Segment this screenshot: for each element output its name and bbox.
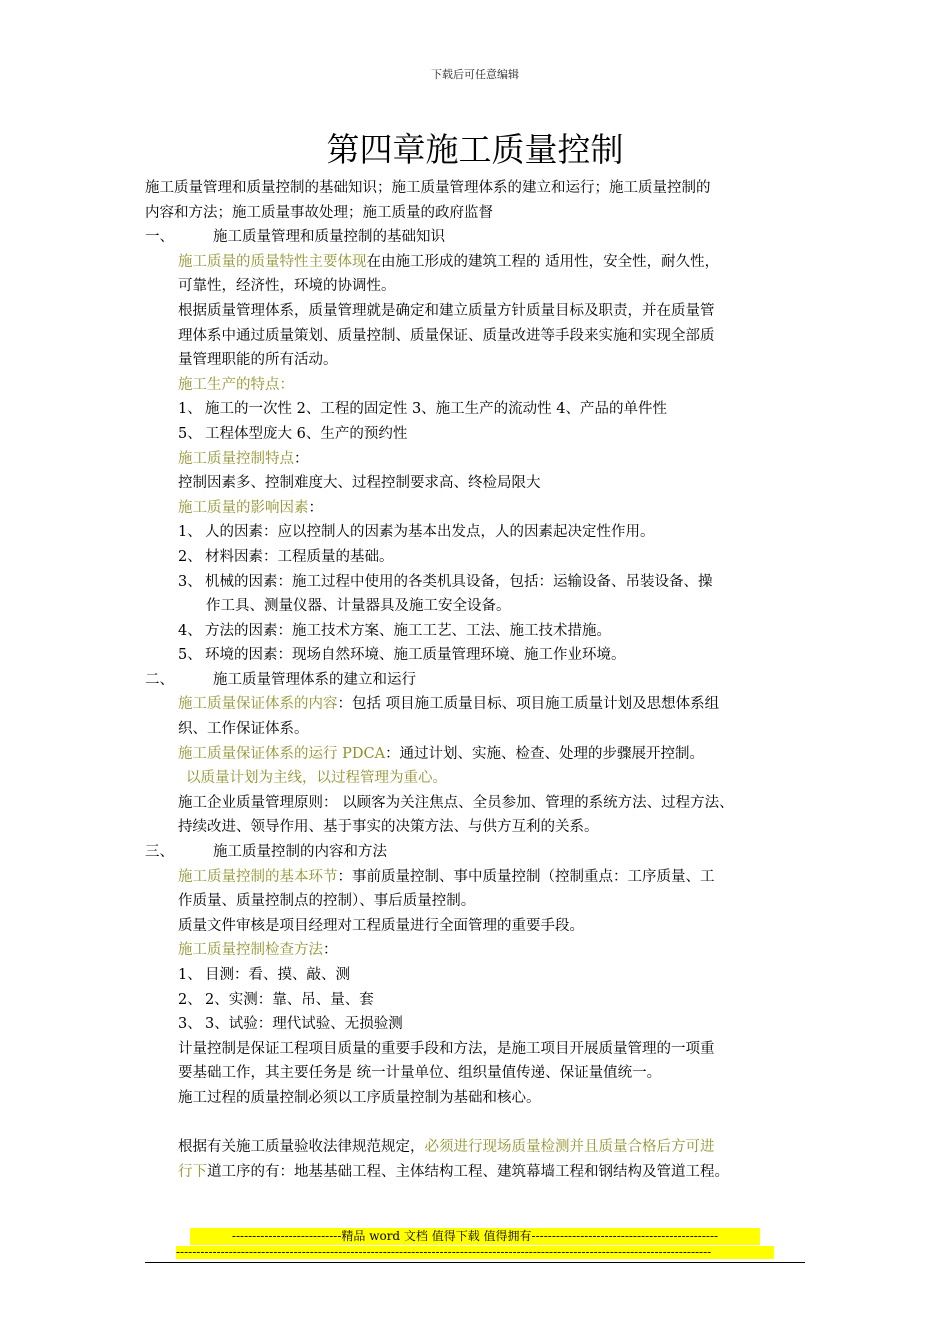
list-item <box>145 963 825 988</box>
colon: ： <box>294 450 309 467</box>
paragraph <box>145 1135 825 1160</box>
paragraph-line: 质量文件审核是项目经理对工程质量进行全面管理的重要手段。 <box>178 917 584 934</box>
list-text: 方法的因素：施工技术方案、施工工艺、工法、施工技术措施。 <box>205 622 611 639</box>
list-item <box>145 619 825 644</box>
list-item <box>145 422 825 447</box>
section-number: 二、 <box>145 671 174 688</box>
list-number: 3、 <box>178 1016 202 1033</box>
paragraph <box>145 742 825 767</box>
subheading: 施工生产的特点： <box>178 376 294 393</box>
highlighted-term: 施工质量保证体系的运行 PDCA <box>178 745 386 762</box>
list-text: 材料因素：工程质量的基础。 <box>205 548 394 565</box>
list-number: 4、 <box>178 622 202 639</box>
paragraph <box>145 1160 825 1185</box>
header-note: 下载后可任意编辑 <box>431 68 519 81</box>
highlighted-term: 施工质量控制特点 <box>178 450 294 467</box>
paragraph-text: ：包括 项目施工质量目标、项目施工质量计划及思想体系组 <box>337 696 720 713</box>
paragraph <box>145 692 825 717</box>
footer-divider <box>145 1262 805 1263</box>
footer-dash-line: ------------------------------------------------------------------------------------------------------------------------------------ <box>176 1246 774 1259</box>
paragraph <box>145 250 825 275</box>
list-number: 5、 <box>178 647 202 664</box>
subheading <box>145 447 825 472</box>
paragraph-line: 量管理职能的所有活动。 <box>178 352 338 369</box>
paragraph-text: 在由施工形成的建筑工程的 适用性，安全性，耐久性， <box>366 253 720 270</box>
list-text: 3、试验：理代试验、无损验测 <box>205 1016 403 1033</box>
paragraph-text: ：通过计划、实施、检查、处理的步骤展开控制。 <box>385 745 705 762</box>
list-text: 目测：看、摸、敲、测 <box>205 967 350 983</box>
document-body <box>145 176 825 1184</box>
list-number: 2、 <box>178 991 202 1008</box>
list-text: 施工的一次性 2、工程的固定性 3、施工生产的流动性 4、产品的单件性 <box>205 401 668 418</box>
paragraph <box>145 865 825 890</box>
intro-line: 施工质量管理和质量控制的基础知识；施工质量管理体系的建立和运行；施工质量控制的 <box>145 180 711 196</box>
paragraph-line: 织、工作保证体系。 <box>178 721 309 738</box>
paragraph-line: 控制因素多、控制难度大、过程控制要求高、终检局限大 <box>178 475 541 492</box>
intro-line: 内容和方法；施工质量事故处理；施工质量的政府监督 <box>145 204 493 221</box>
colon: ： <box>308 499 323 516</box>
list-number: 5、 <box>178 425 202 442</box>
highlighted-line: 以质量计划为主线，以过程管理为重心。 <box>186 770 447 787</box>
list-item <box>145 570 825 595</box>
list-number: 1、 <box>178 524 202 541</box>
list-number: 2、 <box>178 548 202 565</box>
list-item <box>145 520 825 545</box>
paragraph-line: 理体系中通过质量策划、质量控制、质量保证、质量改进等手段来实施和实现全部质 <box>178 327 715 344</box>
list-number: 1、 <box>178 401 202 418</box>
paragraph-text: ：事前质量控制、事中质量控制（控制重点：工序质量、工 <box>337 868 715 885</box>
list-item <box>145 643 825 668</box>
section-title: 施工质量管理体系的建立和运行 <box>213 671 416 688</box>
list-text: 人的因素：应以控制人的因素为基本出发点，人的因素起决定性作用。 <box>205 524 655 541</box>
list-text: 环境的因素：现场自然环境、施工质量管理环境、施工作业环境。 <box>205 647 626 664</box>
paragraph-line: 根据质量管理体系，质量管理就是确定和建立质量方针质量目标及职责，并在质量管 <box>178 302 715 319</box>
subheading <box>145 938 825 963</box>
list-number: 3、 <box>178 573 202 590</box>
highlighted-term: 必须进行现场质量检测并且质量合格后方可进 <box>424 1139 715 1156</box>
list-item <box>145 397 825 422</box>
highlighted-term: 施工质量保证体系的内容 <box>178 696 338 713</box>
section-title: 施工质量管理和质量控制的基础知识 <box>213 229 445 246</box>
highlighted-term: 行下 <box>178 1163 207 1180</box>
list-item <box>145 1012 825 1037</box>
list-text: 2、实测：靠、吊、量、套 <box>205 991 374 1008</box>
section-heading <box>145 225 825 250</box>
paragraph-line: 要基础工作，其主要任务是 统一计量单位、组织量值传递、保证量值统一。 <box>178 1065 662 1082</box>
highlighted-term: 施工质量控制的基本环节 <box>178 868 338 885</box>
list-number: 1、 <box>178 967 202 983</box>
footer-banner: ---------------------------精品 word 文档 值得下载 值得拥有---------------------------------------------- <box>190 1228 760 1245</box>
list-item <box>145 545 825 570</box>
highlighted-term: 施工质量的影响因素 <box>178 499 309 516</box>
list-item-continuation: 作工具、测量仪器、计量器具及施工安全设备。 <box>206 598 511 615</box>
list-text: 机械的因素：施工过程中使用的各类机具设备，包括：运输设备、吊装设备、操 <box>205 573 713 590</box>
section-number: 一、 <box>145 229 174 246</box>
paragraph-text: 根据有关施工质量验收法律规范规定， <box>178 1139 425 1156</box>
section-heading <box>145 840 825 865</box>
highlighted-term: 施工质量的质量特性主要体现 <box>178 253 367 270</box>
paragraph-text: 道工序的有：地基基础工程、主体结构工程、建筑幕墙工程和钢结构及管道工程。 <box>207 1163 729 1180</box>
paragraph-line: 可靠性，经济性，环境的协调性。 <box>178 278 396 295</box>
page-title: 第四章施工质量控制 <box>326 130 624 169</box>
list-text: 工程体型庞大 6、生产的预约性 <box>205 425 408 442</box>
paragraph-line: 计量控制是保证工程项目质量的重要手段和方法，是施工项目开展质量管理的一项重 <box>178 1040 715 1057</box>
highlighted-term: 施工质量控制检查方法 <box>178 942 323 959</box>
section-number: 三、 <box>145 844 174 861</box>
paragraph-line: 持续改进、领导作用、基于事实的决策方法、与供方互利的关系。 <box>178 819 599 836</box>
colon: ： <box>323 942 338 959</box>
section-title: 施工质量控制的内容和方法 <box>213 844 387 861</box>
paragraph-line: 作质量、质量控制点的控制）、事后质量控制。 <box>178 893 476 910</box>
section-heading <box>145 668 825 693</box>
blank-line <box>145 1111 825 1136</box>
subheading <box>145 496 825 521</box>
list-item <box>145 988 825 1013</box>
paragraph-line: 施工过程的质量控制必须以工序质量控制为基础和核心。 <box>178 1089 541 1106</box>
paragraph-line: 施工企业质量管理原则： 以顾客为关注焦点、全员参加、管理的系统方法、过程方法、 <box>178 794 734 811</box>
